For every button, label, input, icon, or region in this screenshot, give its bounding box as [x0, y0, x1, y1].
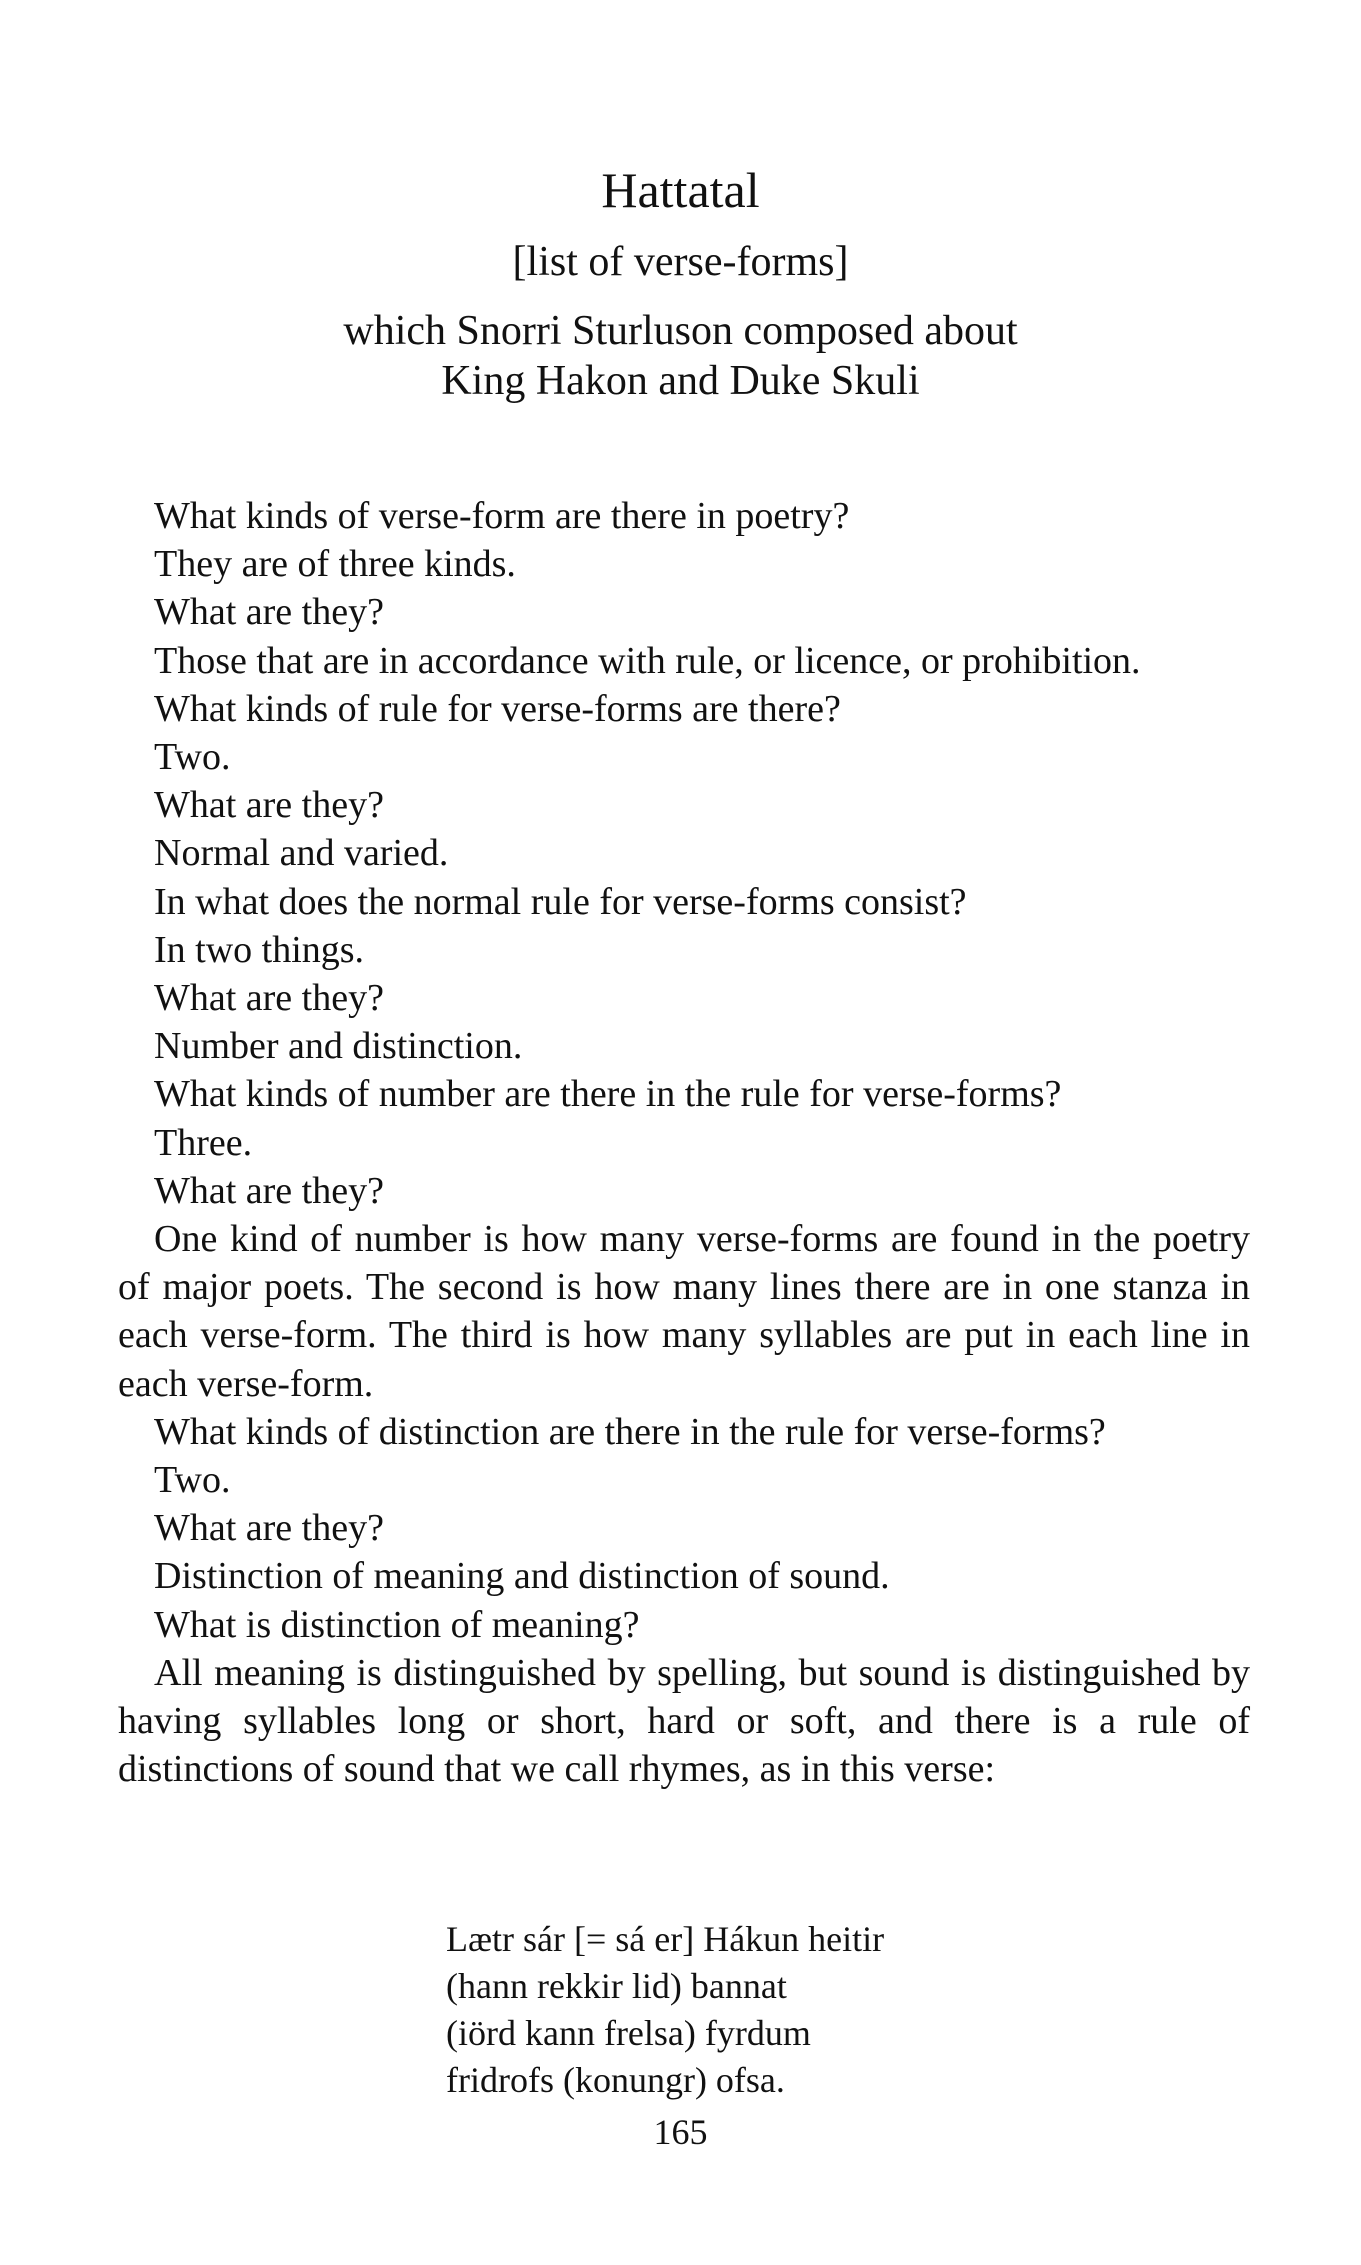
paragraph: Distinction of meaning and distinction of sound.	[154, 1555, 890, 1598]
paragraph: What kinds of number are there in the rule for verse-forms?	[154, 1073, 1062, 1116]
verse-stanza	[446, 1916, 884, 2104]
paragraph: What kinds of rule for verse-forms are there?	[154, 687, 841, 730]
verse-line: (iörd kann frelsa) fyrdum	[446, 2013, 811, 2053]
verse-line: Lætr sár [= sá er] Hákun heitir	[446, 1919, 885, 1959]
paragraph: What kinds of verse-form are there in poetry?	[154, 495, 850, 537]
paragraph: Two.	[154, 736, 231, 779]
paragraph: What are they?	[154, 1169, 384, 1212]
paragraph: Those that are in accordance with rule, or licence, or prohibition.	[154, 639, 1141, 682]
paragraph: In two things.	[154, 928, 365, 971]
byline-line-2: King Hakon and Duke Skuli	[441, 358, 920, 404]
paragraph: What are they?	[154, 1507, 384, 1550]
byline-line-1: which Snorri Sturluson composed about	[343, 308, 1018, 354]
paragraph: What are they?	[154, 784, 384, 827]
paragraph: Normal and varied.	[154, 832, 449, 875]
body-text	[118, 492, 1250, 1793]
page-byline	[0, 306, 1361, 406]
verse-line: (hann rekkir lid) bannat	[446, 1966, 787, 2006]
paragraph: Number and distinction.	[154, 1025, 523, 1068]
paragraph: What is distinction of meaning?	[154, 1603, 640, 1646]
page-subtitle: [list of verse-forms]	[512, 239, 849, 285]
paragraph: Three.	[154, 1121, 253, 1164]
paragraph: Two.	[154, 1459, 231, 1502]
paragraph: What are they?	[154, 977, 384, 1020]
paragraph: One kind of number is how many verse-forms are found in the poetry of major poets. The second is how many lines there are in one stanza in each verse-form. The third is how many syllables are put in each line in each verse-form.	[118, 1218, 1250, 1405]
page-number: 165	[653, 2112, 708, 2152]
verse-line: fridrofs (konungr) ofsa.	[446, 2060, 785, 2100]
paragraph: They are of three kinds.	[154, 543, 516, 586]
page-title: Hattatal	[601, 162, 760, 218]
paragraph: What kinds of distinction are there in the rule for verse-forms?	[154, 1410, 1106, 1453]
paragraph: All meaning is distinguished by spelling, but sound is distinguished by having syllables long or short, hard or soft, and there is a rule of distinctions of sound that we call rhymes, as in this verse:	[118, 1651, 1250, 1791]
paragraph: What are they?	[154, 591, 384, 634]
paragraph: In what does the normal rule for verse-forms consist?	[154, 880, 967, 923]
